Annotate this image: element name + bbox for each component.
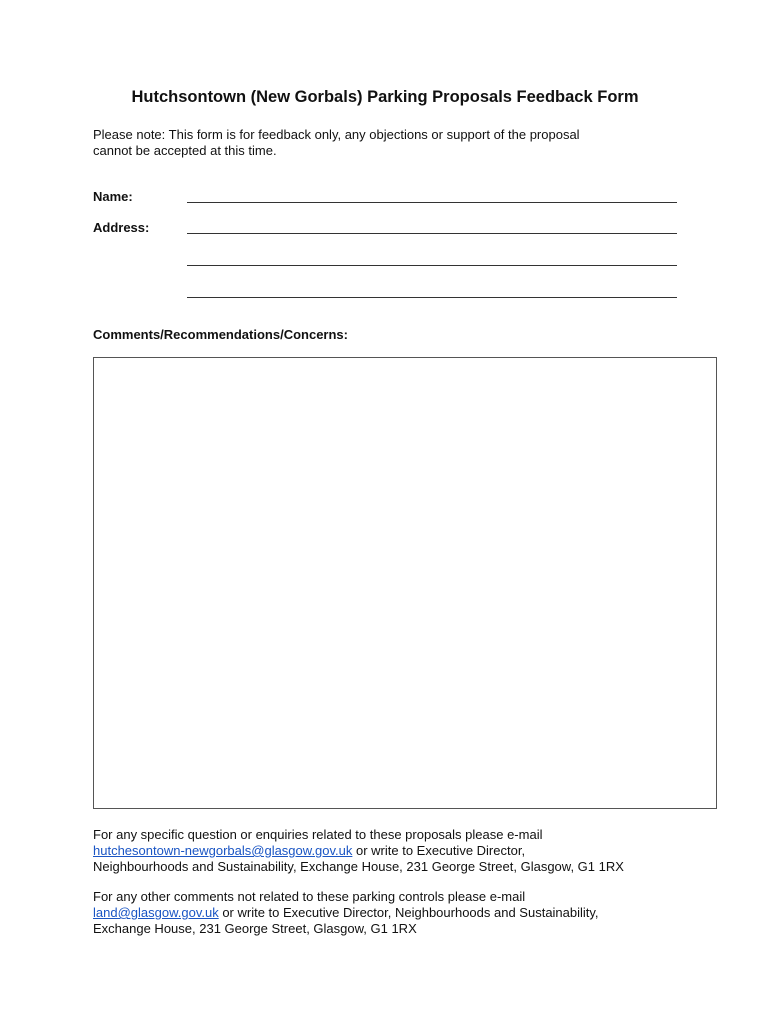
name-label: Name: bbox=[93, 189, 133, 204]
address-label: Address: bbox=[93, 220, 150, 235]
footer-p2-line-2 bbox=[93, 905, 713, 921]
footer-paragraph-2 bbox=[93, 889, 713, 937]
footer-p2-line-3: Exchange House, 231 George Street, Glasgow, G1 1RX bbox=[93, 921, 417, 936]
name-field-line[interactable] bbox=[187, 202, 677, 203]
address-field-line-1[interactable] bbox=[187, 233, 677, 234]
footer-paragraph-1 bbox=[93, 827, 713, 875]
form-title: Hutchsontown (New Gorbals) Parking Proposals Feedback Form bbox=[131, 88, 639, 106]
address-field-line-2[interactable] bbox=[187, 265, 677, 266]
footer-p2-line-2-rest: or write to Executive Director, Neighbourhoods and Sustainability, bbox=[218, 905, 599, 920]
footer-p1-line-3: Neighbourhoods and Sustainability, Exchange House, 231 George Street, Glasgow, G1 1RX bbox=[93, 859, 624, 874]
footer-p2-line-1: For any other comments not related to these parking controls please e-mail bbox=[93, 889, 526, 904]
note-line-1: Please note: This form is for feedback only, any objections or support of the proposal bbox=[93, 127, 580, 142]
footer-p1-line-1: For any specific question or enquiries related to these proposals please e-mail bbox=[93, 827, 543, 842]
comments-box[interactable] bbox=[93, 357, 717, 809]
footer-p1-line-2 bbox=[93, 843, 713, 859]
email-link-land[interactable]: land@glasgow.gov.uk bbox=[93, 905, 219, 920]
form-note bbox=[93, 127, 673, 159]
footer-p1-line-2-rest: or write to Executive Director, bbox=[352, 843, 526, 858]
note-line-2: cannot be accepted at this time. bbox=[93, 143, 277, 158]
address-field-line-3[interactable] bbox=[187, 297, 677, 298]
email-link-hutchesontown[interactable]: hutchesontown-newgorbals@glasgow.gov.uk bbox=[93, 843, 353, 858]
comments-label: Comments/Recommendations/Concerns: bbox=[93, 327, 348, 342]
